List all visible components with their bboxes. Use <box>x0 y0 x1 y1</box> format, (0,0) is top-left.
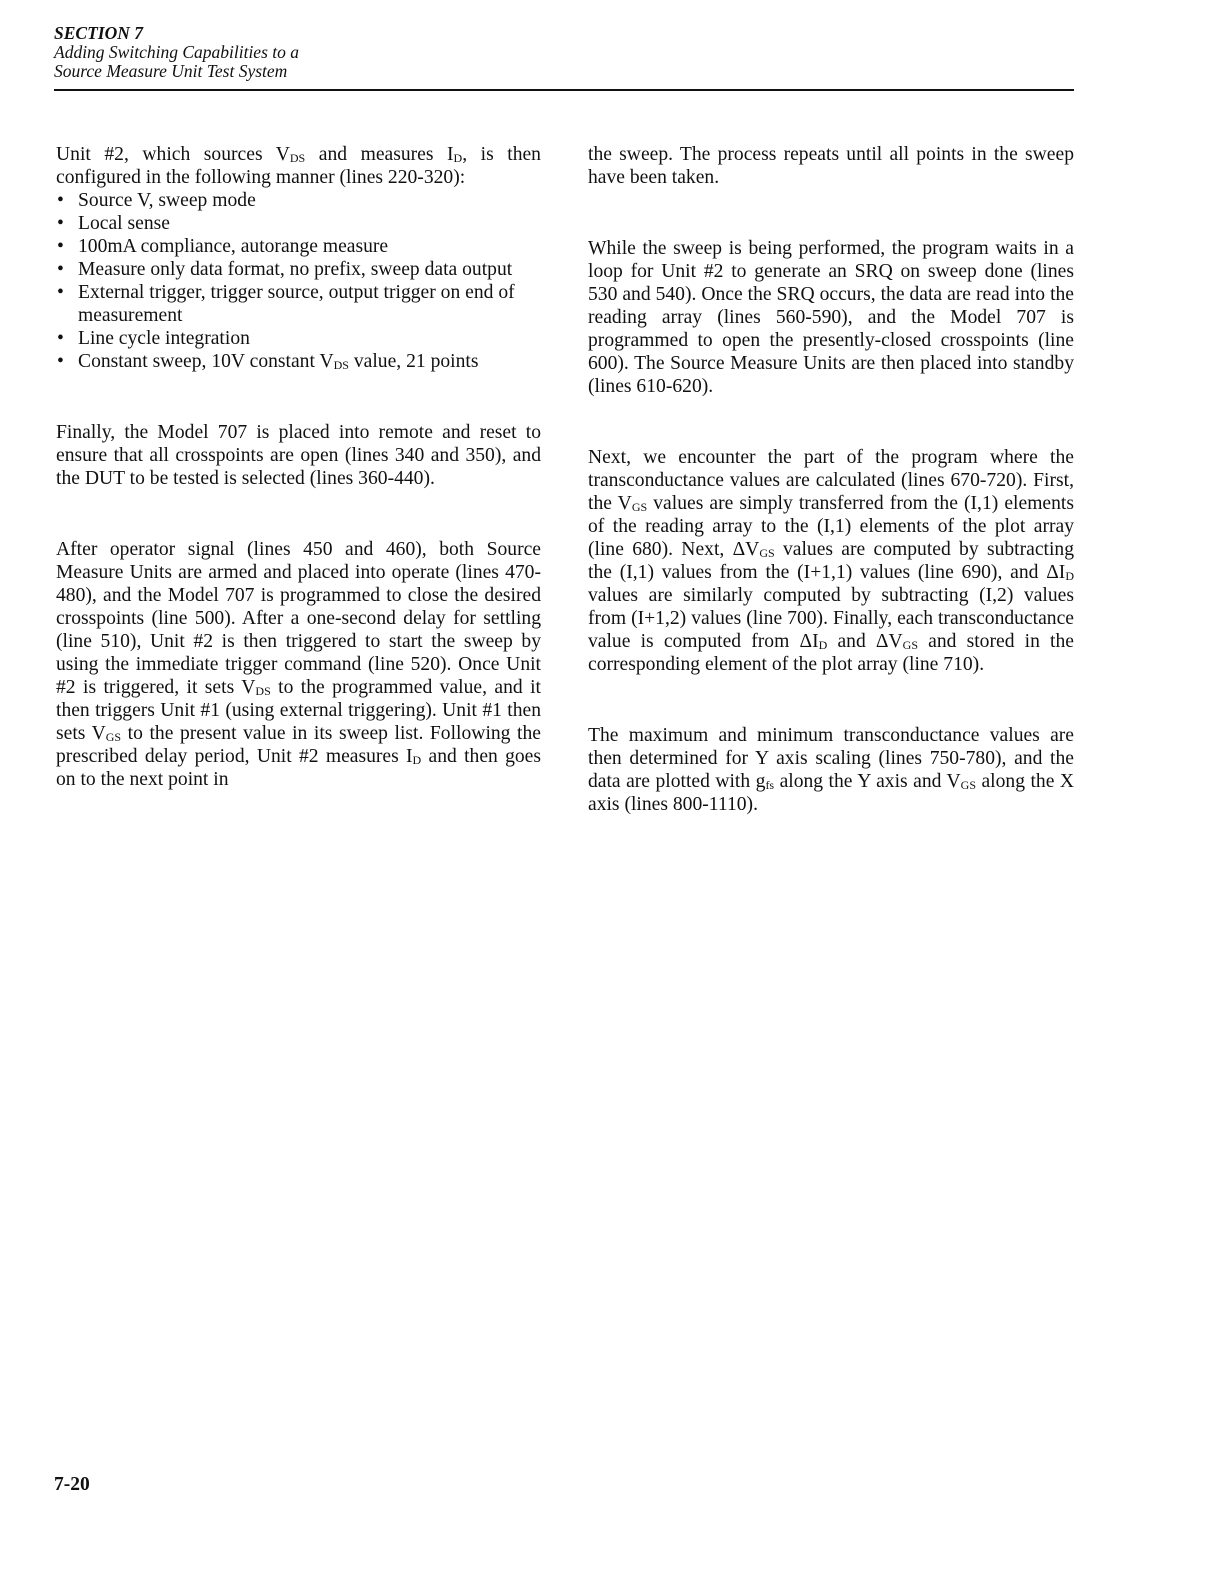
subscript: DS <box>289 151 306 165</box>
text-run: values are computed by subtracting the (I,1) values from the (I+1,1) values (line 690), and ΔI <box>588 539 1075 583</box>
text-run: to the present value in its sweep list. Following the prescribed delay period, Unit #2 measures I <box>56 723 541 767</box>
subscript: GS <box>960 778 977 792</box>
header-rule <box>54 89 1074 91</box>
paragraph-operator-signal <box>56 538 541 791</box>
subscript: D <box>818 638 828 652</box>
paragraph-srq-wait: While the sweep is being performed, the program waits in a loop for Unit #2 to generate an SRQ on sweep done (lines 530 and 540). Once the SRQ occurs, the data are read into the reading array (lines 560-590), and the Model 707 is programmed to open the presently-closed crosspoints (line 600). The Source Measure Units are then placed into standby (lines 610-620). <box>588 238 1074 397</box>
section-label: SECTION 7 <box>54 23 143 43</box>
list-item: • Line cycle integration <box>56 327 541 350</box>
text-run: Next, we encounter the part of the program where the transconductance values are calculated (lines 670-720). First, the V <box>588 447 1074 514</box>
section-title-line-1: Adding Switching Capabilities to a <box>54 42 299 62</box>
paragraph-unit2-config <box>56 143 541 189</box>
text-run: Constant sweep, 10V constant V <box>78 351 334 372</box>
text-run: to the programmed value, and it then triggers Unit #1 (using external triggering). Unit #1 then sets V <box>56 677 541 744</box>
running-header <box>54 24 1074 81</box>
text-run: and then goes on to the next point in <box>56 746 542 790</box>
subscript: DS <box>255 684 271 698</box>
paragraph-transconductance-calc <box>588 446 1074 676</box>
text-run: After operator signal (lines 450 and 460), both Source Measure Units are armed and placed into operate (lines 470-480), and the Model 707 is programmed to close the desired crosspoints (line 500). After a one-second delay for settling (line 510), Unit #2 is then triggered to start the sweep by using the immediate trigger command (line 520). Once Unit #2 is triggered, it sets V <box>56 539 541 698</box>
left-column <box>56 143 541 791</box>
text-run: The maximum and minimum transconductance values are then determined for Y axis scaling (lines 750-780), and the data are plotted with g <box>588 725 1074 792</box>
paragraph-plotting <box>588 724 1074 816</box>
list-item: • 100mA compliance, autorange measure <box>56 235 541 258</box>
text-run: Unit #2, which sources V <box>56 144 290 165</box>
subscript: D <box>412 753 422 767</box>
page-number: 7-20 <box>54 1474 90 1495</box>
config-bullet-list <box>56 189 541 373</box>
paragraph-sweep-continues: the sweep. The process repeats until all points in the sweep have been taken. <box>588 144 1074 188</box>
text-run: along the X axis (lines 800-1110). <box>588 771 1075 815</box>
subscript: GS <box>631 500 648 514</box>
text-run: value, 21 points <box>348 351 479 372</box>
list-item: • External trigger, trigger source, output trigger on end of measurement <box>56 281 541 327</box>
list-item: • Source V, sweep mode <box>56 189 541 212</box>
subscript: GS <box>902 638 918 652</box>
text-run: and stored in the corresponding element of the plot array (line 710). <box>588 631 1074 675</box>
subscript: D <box>453 151 463 165</box>
list-item: • Local sense <box>56 212 541 235</box>
list-item: • Measure only data format, no prefix, sweep data output <box>56 258 541 281</box>
subscript: DS <box>333 358 349 372</box>
subscript: GS <box>759 546 775 560</box>
subscript: D <box>1065 569 1074 583</box>
subscript: fs <box>765 778 775 792</box>
paragraph-model-707-reset: Finally, the Model 707 is placed into remote and reset to ensure that all crosspoints are open (lines 340 and 350), and the DUT to be tested is selected (lines 360-440). <box>56 422 541 489</box>
text-run: and measures I <box>305 144 454 165</box>
section-title-line-2: Source Measure Unit Test System <box>54 61 288 81</box>
list-item <box>56 350 541 373</box>
right-column <box>588 143 1074 816</box>
text-run: along the Y axis and V <box>774 771 961 792</box>
text-run: values are similarly computed by subtracting (I,2) values from (I+1,2) values (line 700). Finally, each transconductance value is computed from ΔI <box>588 585 1074 652</box>
subscript: GS <box>105 730 122 744</box>
text-run: , is then configured in the following manner (lines 220-320): <box>56 144 541 188</box>
text-run: and ΔV <box>827 631 903 652</box>
text-run: values are simply transferred from the (I,1) elements of the reading array to the (I,1) elements of the plot array (line 680). Next, ΔV <box>588 493 1074 560</box>
